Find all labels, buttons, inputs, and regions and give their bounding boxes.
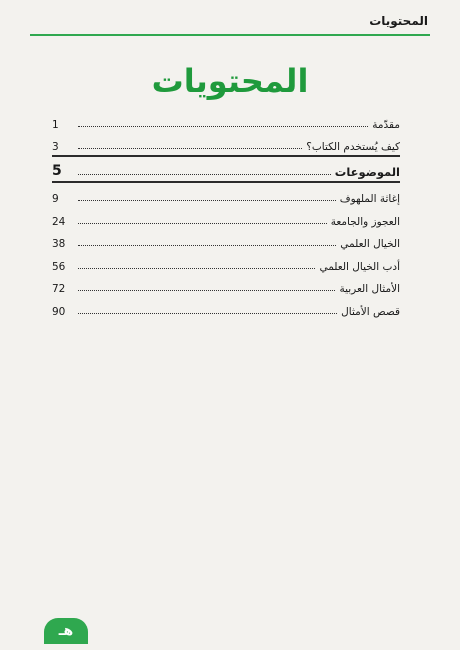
toc-entry-label: الموضوعات (334, 165, 400, 179)
toc-entry-page: 1 (52, 118, 59, 131)
toc-entry[interactable] (52, 295, 400, 318)
table-of-contents (52, 108, 400, 318)
toc-dot-leader (78, 245, 336, 246)
toc-entry[interactable] (52, 250, 400, 273)
toc-dot-leader (78, 313, 337, 314)
toc-entry-page: 5 (52, 163, 62, 179)
toc-entry[interactable] (52, 131, 400, 154)
toc-dot-leader (78, 268, 315, 269)
header-rule (30, 34, 430, 36)
toc-entry[interactable] (52, 228, 400, 251)
toc-entry-label: الخيال العلمي (340, 238, 400, 250)
page-number: هـ (58, 623, 74, 639)
toc-entry-label: أدب الخيال العلمي (319, 260, 400, 273)
toc-dot-leader (78, 126, 368, 127)
toc-entry-label: الأمثال العربية (339, 283, 400, 295)
toc-entry[interactable] (52, 273, 400, 296)
toc-dot-leader (78, 223, 327, 224)
toc-dot-leader (78, 290, 335, 291)
toc-entry-label: العجوز والجامعة (330, 215, 400, 228)
toc-entry-page: 56 (52, 260, 66, 273)
toc-entry-page: 72 (52, 283, 66, 295)
toc-entry-label: إغاثة الملهوف (339, 193, 400, 205)
toc-entry[interactable] (52, 183, 400, 206)
toc-entry-page: 3 (52, 141, 59, 153)
show-through-texture (0, 330, 460, 540)
toc-entry[interactable] (52, 157, 400, 180)
toc-entry-page: 90 (52, 305, 66, 318)
toc-entry-page: 9 (52, 193, 59, 205)
toc-entry-label: مقدّمة (372, 118, 400, 131)
toc-entry-page: 38 (52, 238, 66, 250)
toc-entry[interactable] (52, 108, 400, 131)
running-header: المحتويات (369, 14, 428, 28)
toc-entry[interactable] (52, 205, 400, 228)
toc-entry-label: قصص الأمثال (341, 305, 400, 318)
toc-dot-leader (78, 174, 331, 175)
toc-dot-leader (78, 148, 302, 149)
page-title: المحتويات (151, 62, 309, 100)
toc-dot-leader (78, 200, 336, 201)
toc-entry-page: 24 (52, 215, 66, 228)
page-number-badge (44, 618, 88, 644)
toc-entry-label: كيف يُستخدم الكتاب؟ (306, 141, 400, 153)
